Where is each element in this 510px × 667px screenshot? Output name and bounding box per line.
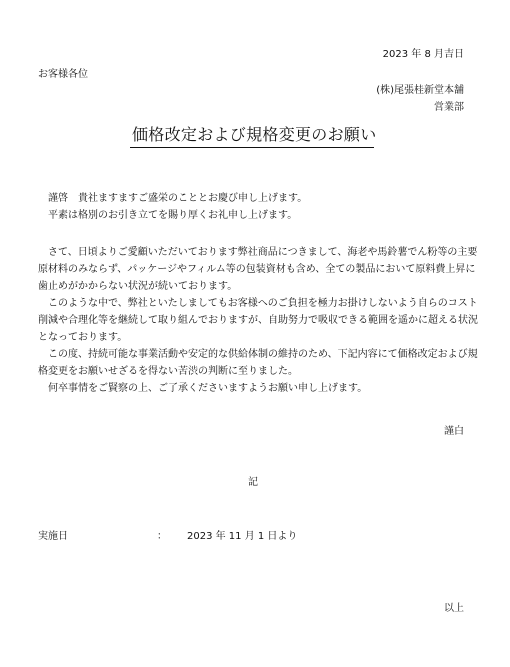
department: 営業部 — [434, 102, 464, 113]
greeting-line-2: 平素は格別のお引き立てを賜り厚くお礼申し上げます。 — [48, 210, 298, 221]
greeting-block — [38, 190, 478, 224]
detail-label: 実施日 — [38, 531, 68, 542]
body-paragraph-3: この度、持続可能な事業活動や安定的な供給体制の維持のため、下記内容にて価格改定および規格変更をお願いせざるを得ない苦渋の判断に至りました。 — [38, 349, 478, 377]
ki-heading: 記 — [248, 477, 258, 488]
page-title: 価格改定および規格変更のお願い — [132, 125, 377, 144]
greeting-line-1: 謹啓 貴社ますますご盛栄のこととお慶び申し上げます。 — [48, 193, 308, 204]
body-paragraph-2: このような中で、弊社といたしましてもお客様へのご負担を極力お掛けしないよう自らのコスト削減や合理化等を継続して取り組んでおりますが、自助努力で吸収できる範囲を遥かに超える状況となっております。 — [38, 298, 478, 343]
detail-value: 2023 年 11 月 1 日より — [187, 531, 298, 542]
detail-colon: ： — [157, 531, 167, 542]
title-underline — [130, 147, 374, 148]
closing-word: 謹白 — [444, 426, 464, 437]
body-text — [38, 244, 478, 397]
date-line: 2023 年 8 月吉日 — [382, 49, 464, 60]
company-name: (株)尾張桂新堂本舗 — [376, 85, 464, 96]
end-word: 以上 — [444, 603, 464, 614]
body-paragraph-1: さて、日頃よりご愛顧いただいております弊社商品につきまして、海老や馬鈴薯でん粉等の主要原材料のみならず、パッケージやフィルム等の包装資材も含め、全ての製品において原料費上昇に歯止めがかからない状況が続いております。 — [38, 247, 478, 292]
recipient: お客様各位 — [38, 69, 88, 80]
body-paragraph-4: 何卒事情をご賢察の上、ご了承くださいますようお願い申し上げます。 — [48, 383, 368, 394]
